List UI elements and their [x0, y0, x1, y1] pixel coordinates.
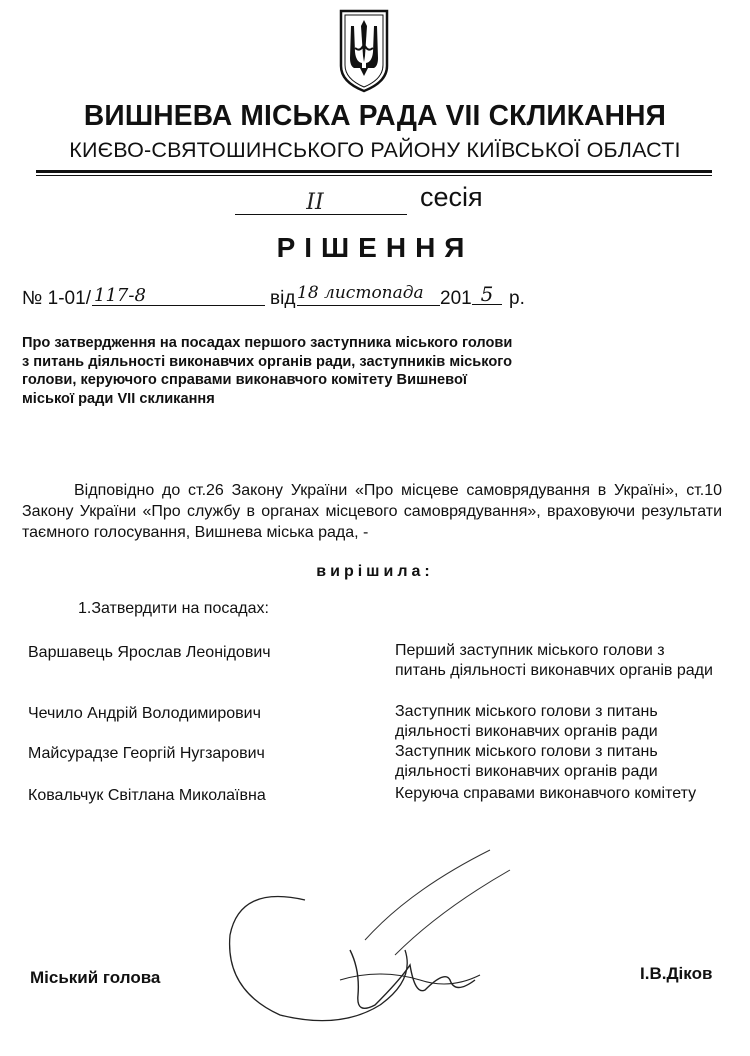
council-subtitle: КИЄВО-СВЯТОШИНСЬКОГО РАЙОНУ КИЇВСЬКОЇ ОБЛАСТІ [69, 138, 681, 162]
date-prefix: від [270, 288, 296, 309]
year-handwritten: 5 [472, 282, 502, 305]
decision-title: РІШЕННЯ [276, 232, 474, 263]
appointee-position: Заступник міського голови з питань діяльності виконавчих органів ради [395, 703, 658, 740]
header-divider-thin [36, 175, 712, 176]
appointee-name: Чечило Андрій Володимирович [28, 705, 261, 722]
appointee-position: Перший заступник міського голови з питань діяльності виконавчих органів ради [395, 642, 713, 679]
closing-name: І.В.Діков [640, 964, 713, 983]
appointee-position: Заступник міського голови з питань діяльності виконавчих органів ради [395, 743, 658, 780]
session-number: ІІ [306, 190, 324, 215]
appointee-name: Варшавець Ярослав Леонідович [28, 644, 271, 661]
appointee-name: Ковальчук Світлана Миколаївна [28, 787, 266, 804]
appointee-position: Керуюча справами виконавчого комітету [395, 785, 697, 802]
closing-title: Міський голова [30, 968, 161, 987]
year-suffix: р. [509, 288, 525, 309]
decision-number-prefix: № 1-01/ [22, 288, 91, 309]
header-divider-thick [36, 170, 712, 173]
date-handwritten: 18 листопада [297, 283, 440, 306]
resolved-heading: вирішила: [316, 563, 434, 580]
decision-subject: Про затвердження на посадах першого заступника міського голови з питань діяльності виконавчих органів ради, заступників міського голови, керуючого справами виконавчого комітету Вишневої міської ради VII скликання [22, 335, 513, 407]
preamble-paragraph: Відповідно до ст.26 Закону України «Про місцеве самоврядування в Україні», ст.10 Закону України «Про службу в органах місцевого самоврядування», враховуючи результати таємного голосування, Вишнева міська рада, - [22, 482, 722, 541]
trident-emblem-icon [338, 8, 390, 94]
appointee-name: Майсурадзе Георгій Нугзарович [28, 745, 265, 762]
session-label: сесія [420, 182, 483, 212]
item-heading: 1.Затвердити на посадах: [78, 600, 269, 617]
decision-number-handwritten: 117-8 [94, 285, 146, 306]
decision-number-field [92, 285, 265, 306]
handwritten-signature [210, 830, 550, 1030]
council-title: ВИШНЕВА МІСЬКА РАДА VII СКЛИКАННЯ [83, 100, 667, 132]
year-printed: 201 [440, 288, 472, 309]
